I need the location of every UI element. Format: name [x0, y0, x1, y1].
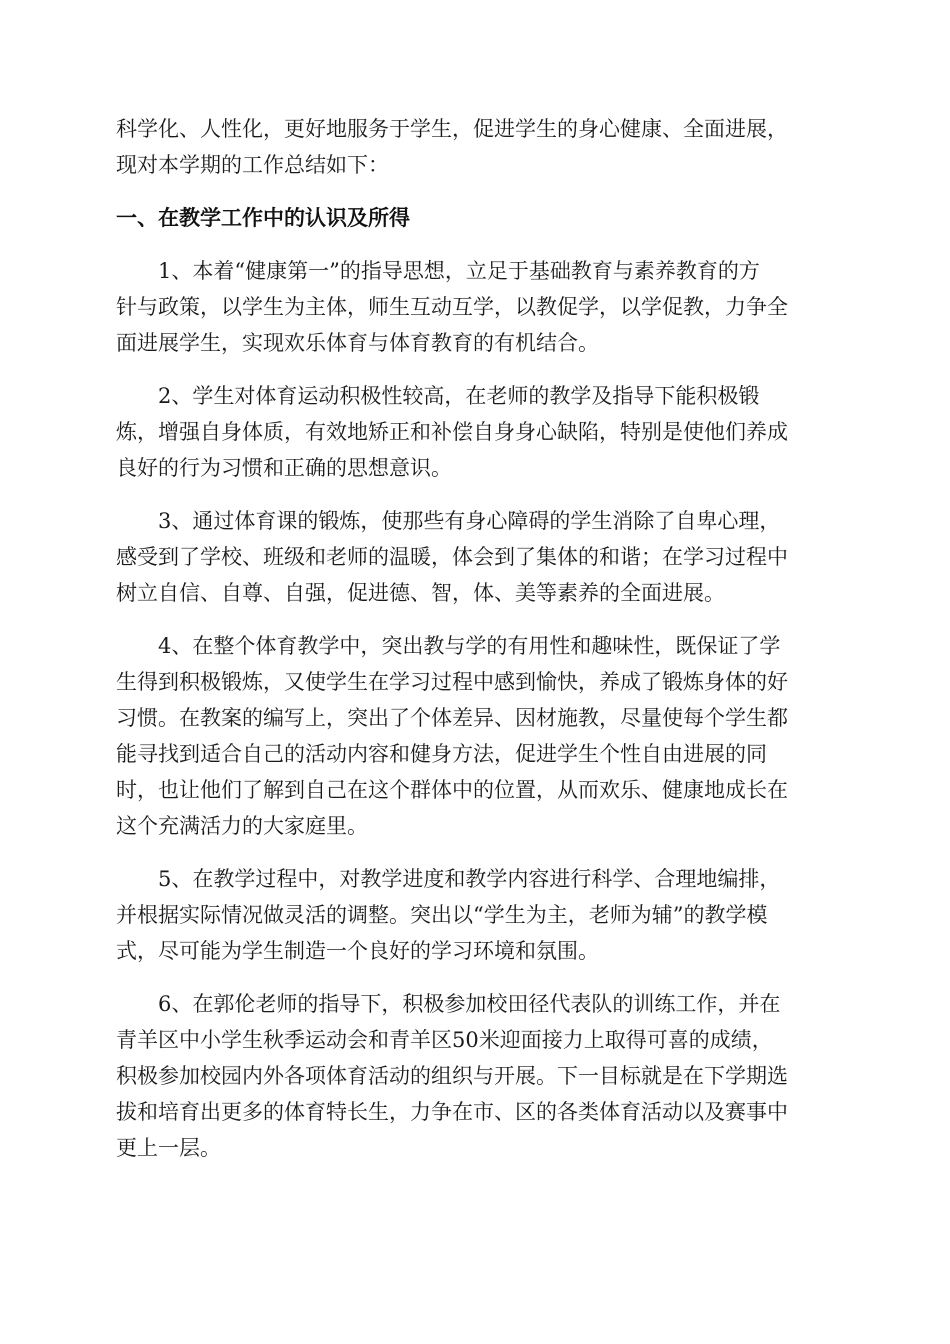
text-line: 青羊区中小学生秋季运动会和青羊区50米迎面接力上取得可喜的成绩， — [116, 1028, 773, 1052]
text-line: 树立自信、自尊、自强，促进德、智，体、美等素养的全面进展。 — [116, 581, 725, 605]
paragraph-6 — [116, 986, 832, 1166]
text-line: 3、通过体育课的锻炼，使那些有身心障碍的学生消除了自卑心理， — [158, 509, 781, 533]
text-line: 2、学生对体育运动积极性较高，在老师的教学及指导下能积极锻 — [158, 384, 760, 408]
text-line: 炼，增强自身体质，有效地矫正和补偿自身身心缺陷，特别是使他们养成 — [116, 420, 788, 444]
text-line: 感受到了学校、班级和老师的温暖，体会到了集体的和谐；在学习过程中 — [116, 545, 788, 569]
text-line: 4、在整个体育教学中，突出教与学的有用性和趣味性，既保证了学 — [158, 634, 781, 658]
text-line: 科学化、人性化，更好地服务于学生，促进学生的身心健康、全面进展， — [116, 117, 788, 141]
text-line: 习惯。在教案的编写上，突出了个体差异、因材施教，尽量使每个学生都 — [116, 706, 788, 730]
text-line: 5、在教学过程中，对教学进度和教学内容进行科学、合理地编排， — [158, 867, 781, 891]
text-line: 现对本学期的工作总结如下： — [116, 153, 389, 177]
text-line: 能寻找到适合自己的活动内容和健身方法，促进学生个性自由进展的同 — [116, 742, 767, 766]
text-line: 拔和培育出更多的体育特长生，力争在市、区的各类体育活动以及赛事中 — [116, 1100, 788, 1124]
text-line: 生得到积极锻炼，又使学生在学习过程中感到愉快，养成了锻炼身体的好 — [116, 670, 788, 694]
text-line: 这个充满活力的大家庭里。 — [116, 814, 368, 838]
text-line: 1、本着“健康第一”的指导思想，立足于基础教育与素养教育的方 — [158, 259, 760, 283]
intro-paragraph — [116, 111, 832, 183]
paragraph-4 — [116, 628, 832, 844]
text-line: 更上一层。 — [116, 1136, 221, 1160]
document-body — [116, 111, 832, 1183]
text-line: 式，尽可能为学生制造一个良好的学习环境和氛围。 — [116, 939, 599, 963]
paragraph-5 — [116, 861, 832, 969]
section-heading: 一、在教学工作中的认识及所得 — [116, 206, 410, 230]
text-line: 6、在郭伦老师的指导下，积极参加校田径代表队的训练工作，并在 — [158, 992, 781, 1016]
text-line: 时，也让他们了解到自己在这个群体中的位置，从而欢乐、健康地成长在 — [116, 778, 788, 802]
text-line: 良好的行为习惯和正确的思想意识。 — [116, 456, 452, 480]
text-line: 并根据实际情况做灵活的调整。突出以“学生为主，老师为辅”的教学模 — [116, 903, 768, 927]
text-line: 面进展学生，实现欢乐体育与体育教育的有机结合。 — [116, 331, 599, 355]
text-line: 针与政策，以学生为主体，师生互动互学，以教促学，以学促教，力争全 — [116, 295, 788, 319]
paragraph-2 — [116, 378, 832, 486]
paragraph-1 — [116, 253, 832, 361]
paragraph-3 — [116, 503, 832, 611]
text-line: 积极参加校园内外各项体育活动的组织与开展。下一目标就是在下学期选 — [116, 1064, 788, 1088]
